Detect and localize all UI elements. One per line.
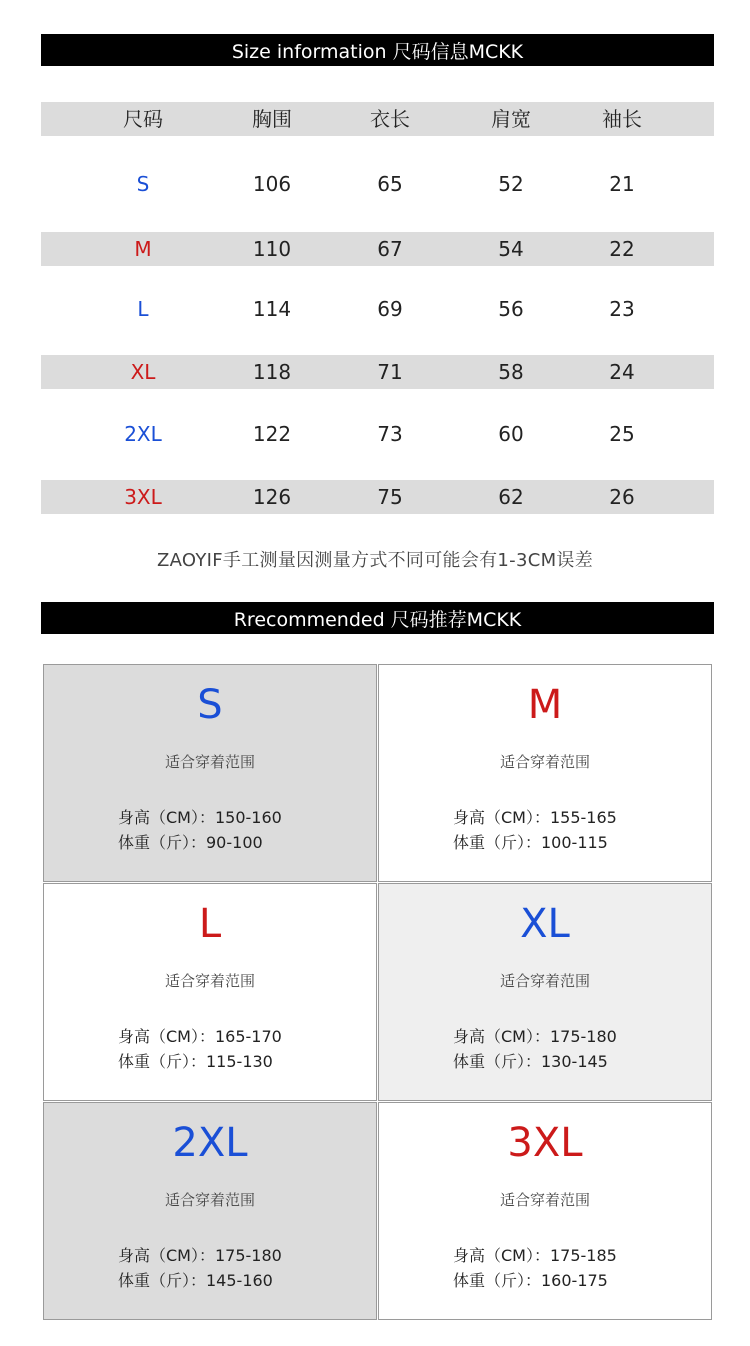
recommend-card-3xl: [378, 1102, 712, 1320]
size-label: 3XL: [507, 1120, 583, 1166]
size-cell: 2XL: [124, 422, 162, 446]
size-label: 2XL: [172, 1120, 248, 1166]
size-label: L: [198, 901, 222, 947]
shoulder-cell: 58: [498, 360, 524, 384]
shoulder-cell: 54: [498, 237, 524, 261]
table-row: [41, 480, 714, 514]
length-cell: 65: [377, 172, 403, 196]
weight-range: 体重（斤）：160-175: [453, 1271, 608, 1290]
range-label: 适合穿着范围: [499, 1191, 590, 1209]
header-length: 衣长: [370, 107, 410, 131]
weight-range: 体重（斤）：100-115: [453, 833, 608, 852]
recommend-card-s: [43, 664, 377, 882]
length-cell: 67: [377, 237, 403, 261]
header-sleeve: 袖长: [602, 107, 642, 131]
sleeve-cell: 22: [609, 237, 635, 261]
table-row: [41, 232, 714, 266]
sleeve-cell: 23: [609, 297, 635, 321]
length-cell: 73: [377, 422, 403, 446]
weight-range: 体重（斤）：90-100: [118, 833, 263, 852]
header-shoulder: 肩宽: [491, 107, 531, 131]
chest-cell: 122: [252, 422, 292, 446]
sleeve-cell: 26: [609, 485, 635, 509]
range-label: 适合穿着范围: [499, 972, 590, 990]
height-range: 身高（CM）：175-180: [118, 1246, 282, 1265]
recommend-card-2xl: [43, 1102, 377, 1320]
chest-cell: 114: [252, 297, 292, 321]
sleeve-cell: 21: [609, 172, 635, 196]
table-row: [41, 292, 714, 326]
size-cell: S: [136, 172, 150, 196]
height-range: 身高（CM）：175-185: [453, 1246, 617, 1265]
chest-cell: 118: [252, 360, 292, 384]
range-label: 适合穿着范围: [164, 1191, 255, 1209]
size-cell: XL: [130, 360, 156, 384]
measurement-note: ZAOYIF手工测量因测量方式不同可能会有1-3CM误差: [156, 550, 594, 571]
shoulder-cell: 56: [498, 297, 524, 321]
weight-range: 体重（斤）：130-145: [453, 1052, 608, 1071]
sleeve-cell: 24: [609, 360, 635, 384]
table-row: [41, 417, 714, 451]
weight-range: 体重（斤）：145-160: [118, 1271, 273, 1290]
sleeve-cell: 25: [609, 422, 635, 446]
header-chest: 胸围: [252, 107, 292, 131]
chest-cell: 126: [252, 485, 292, 509]
range-label: 适合穿着范围: [499, 753, 590, 771]
size-table-header: [41, 102, 714, 136]
recommend-card-l: [43, 883, 377, 1101]
shoulder-cell: 52: [498, 172, 524, 196]
height-range: 身高（CM）：175-180: [453, 1027, 617, 1046]
size-information-banner: Size information 尺码信息MCKK: [41, 34, 714, 66]
size-label: S: [197, 682, 223, 728]
recommend-card-m: [378, 664, 712, 882]
table-row: [41, 167, 714, 201]
size-label: M: [527, 682, 563, 728]
size-cell: 3XL: [124, 485, 162, 509]
range-label: 适合穿着范围: [164, 972, 255, 990]
size-label: XL: [520, 901, 570, 947]
length-cell: 75: [377, 485, 403, 509]
recommend-card-xl: [378, 883, 712, 1101]
recommendation-grid: [43, 664, 713, 1322]
length-cell: 69: [377, 297, 403, 321]
header-size: 尺码: [123, 107, 163, 131]
height-range: 身高（CM）：150-160: [118, 808, 282, 827]
range-label: 适合穿着范围: [164, 753, 255, 771]
table-row: [41, 355, 714, 389]
chest-cell: 106: [252, 172, 292, 196]
recommended-banner: Rrecommended 尺码推荐MCKK: [41, 602, 714, 634]
size-cell: L: [137, 297, 149, 321]
height-range: 身高（CM）：155-165: [453, 808, 617, 827]
length-cell: 71: [377, 360, 403, 384]
weight-range: 体重（斤）：115-130: [118, 1052, 273, 1071]
chest-cell: 110: [252, 237, 292, 261]
height-range: 身高（CM）：165-170: [118, 1027, 282, 1046]
shoulder-cell: 62: [498, 485, 524, 509]
shoulder-cell: 60: [498, 422, 524, 446]
size-cell: M: [134, 237, 152, 261]
